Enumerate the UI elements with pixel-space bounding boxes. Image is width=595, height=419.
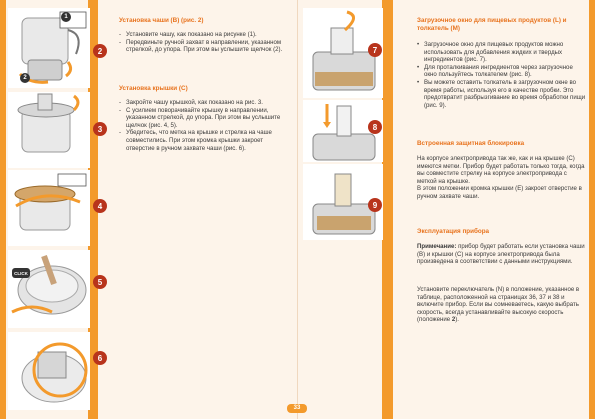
operation-text-end: ). xyxy=(455,316,459,324)
figure-5-photo xyxy=(8,250,90,328)
section-heading: Эксплуатация прибора xyxy=(417,228,490,235)
click-badge: CLICK xyxy=(12,268,30,278)
instruction-list xyxy=(119,31,291,54)
lid-mark-alignment-illustration xyxy=(8,332,90,410)
lid-click-illustration xyxy=(8,250,90,328)
safety-paragraph xyxy=(417,155,587,201)
left-edge-bar xyxy=(0,0,6,419)
figure-number-badge: 7 xyxy=(368,43,382,57)
operation-speed: 2 xyxy=(451,316,456,324)
figure-number-badge: 9 xyxy=(368,198,382,212)
figure-number-badge: 8 xyxy=(368,120,382,134)
operation-text: Установите переключатель (N) в положение, указанное в таблице, расположенной на страницах 36, 37 и 38 и включите прибор. Если вы сомневаетесь, какую выбрать скорость, всегда устанавливайте высокую скорость (положение xyxy=(417,286,580,324)
page-divider xyxy=(297,0,298,419)
page-number: 33 xyxy=(287,404,307,413)
feature-list xyxy=(417,41,587,109)
lid-rotation-illustration xyxy=(8,170,90,246)
figure-number-badge: 2 xyxy=(93,44,107,58)
section-heading: Загрузочное окно для пищевых продуктов (L) и толкатель (M) xyxy=(417,17,567,32)
list-item: - Передвиньте ручной захват в направлении, указанном стрелкой, до упора. При этом вы услышите щелчок (2). xyxy=(119,39,291,54)
figure-number-badge: 4 xyxy=(93,199,107,213)
figure-4-photo xyxy=(8,170,90,246)
list-item: - Убедитесь, что метка на крышке и стрелка на чаше совместились. При этом кромка крышки закроет отверстие в ручном захвате чаши (рис. 6). xyxy=(119,129,291,152)
section-heading: Встроенная защитная блокировка xyxy=(417,140,525,147)
operation-paragraph xyxy=(417,286,587,324)
right-edge-bar xyxy=(589,0,595,419)
callout-2-badge: 2 xyxy=(20,73,30,83)
list-item: - С усилием поворачивайте крышку в направлении, указанном стрелкой, до упора. При этом вы услышите щелчок (рис. 4, 5). xyxy=(119,107,291,130)
list-item: • Для проталкивания ингредиентов через загрузочное окно пользуйтесь толкателем (рис. 8). xyxy=(417,64,587,79)
paragraph: На корпусе электропривода так же, как и на крышке (C) имеются метки. Прибор будет работать только тогда, когда вы совместите стрелку на корпусе электропривода с меткой на крышке. xyxy=(417,155,585,185)
callout-1-badge: 1 xyxy=(61,12,71,22)
figure-6-photo xyxy=(8,332,90,410)
right-figure-bar xyxy=(382,0,393,419)
list-item: - Установите чашу, как показано на рисунке (1). xyxy=(119,31,291,39)
list-item: • Загрузочное окно для пищевых продуктов можно использовать для добавления жидких и твердых ингредиентов (рис. 7). xyxy=(417,41,587,64)
figure-number-badge: 5 xyxy=(93,275,107,289)
figure-3-photo xyxy=(8,92,90,168)
list-item: - Закройте чашу крышкой, как показано на рис. 3. xyxy=(119,99,291,107)
paragraph: В этом положении кромка крышки (E) закроет отверстие в ручном захвате чаши. xyxy=(417,185,582,200)
list-item: • Вы можете оставить толкатель в загрузочном окне во время работы, используя его в качестве пробки. Это предотвратит разбрызгивание во время обработки пищи (рис. 9). xyxy=(417,79,587,109)
section-heading: Установка чаши (B) (рис. 2) xyxy=(119,17,204,24)
lid-placement-illustration xyxy=(8,92,90,168)
note-label: Примечание: xyxy=(417,243,457,250)
instruction-list xyxy=(119,99,291,152)
figure-number-badge: 6 xyxy=(93,351,107,365)
note-text: прибор будет работать если установка чаши (B) и крышки (C) на корпусе электропривода была произведена в соответствии с данными инструкциями. xyxy=(417,243,585,266)
figure-number-badge: 3 xyxy=(93,122,107,136)
note-paragraph xyxy=(417,243,587,266)
section-heading: Установка крышки (C) xyxy=(119,85,188,92)
